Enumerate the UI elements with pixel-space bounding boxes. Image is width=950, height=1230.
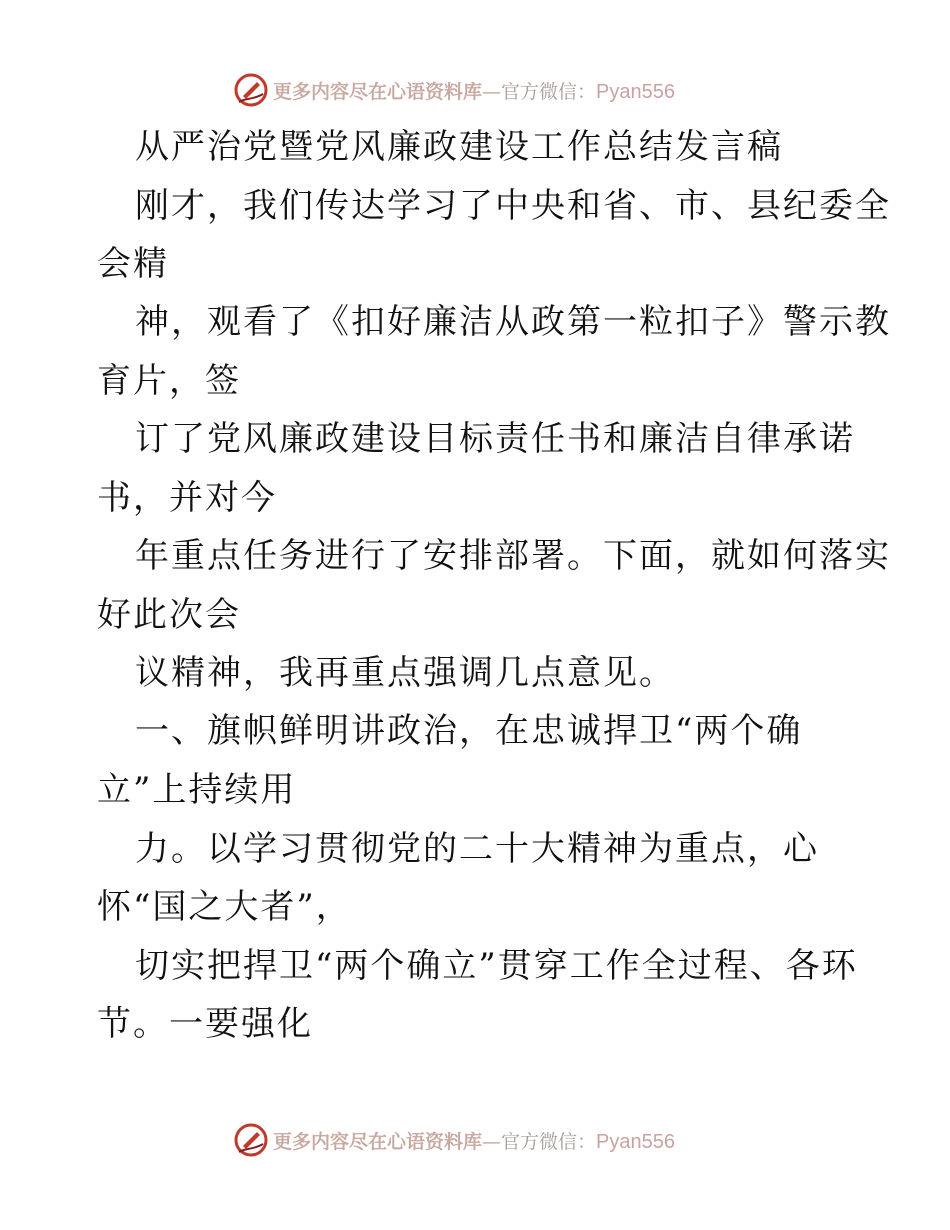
text-line: 议精神，我再重点强调几点意见。 xyxy=(135,653,675,693)
text-line: 好此次会 xyxy=(97,595,241,635)
section-heading: 一、旗帜鲜明讲政治，在忠诚捍卫“两个确 xyxy=(135,711,803,751)
text-line: 订了党风廉政建设目标责任书和廉洁自律承诺 xyxy=(135,419,855,459)
text-line: 育片，签 xyxy=(97,361,241,401)
text-line: 力。以学习贯彻党的二十大精神为重点，心 xyxy=(135,829,819,869)
text-line: 神，观看了《扣好廉洁从政第一粒扣子》警示教 xyxy=(135,302,891,342)
watermark-text: 更多内容尽在心语资料库—官方微信：Pyan556 xyxy=(273,80,675,103)
text-line: 立”上持续用 xyxy=(97,770,297,810)
document-title: 从严治党暨党风廉政建设工作总结发言稿 xyxy=(135,127,783,167)
pen-logo-icon xyxy=(233,72,269,108)
pen-logo-icon xyxy=(233,1122,269,1158)
text-line: 切实把捍卫“两个确立”贯穿工作全过程、各环 xyxy=(135,946,858,986)
watermark-banner-bottom xyxy=(233,1121,675,1159)
watermark-banner-top xyxy=(233,71,675,109)
text-line: 刚才，我们传达学习了中央和省、市、县纪委全 xyxy=(135,186,891,226)
text-line: 书，并对今 xyxy=(97,478,277,518)
text-line: 会精 xyxy=(97,244,169,284)
text-line: 年重点任务进行了安排部署。下面，就如何落实 xyxy=(135,536,891,576)
text-line: 怀“国之大者”， xyxy=(97,887,352,927)
watermark-text: 更多内容尽在心语资料库—官方微信：Pyan556 xyxy=(273,1130,675,1153)
text-line: 节。一要强化 xyxy=(97,1004,313,1044)
